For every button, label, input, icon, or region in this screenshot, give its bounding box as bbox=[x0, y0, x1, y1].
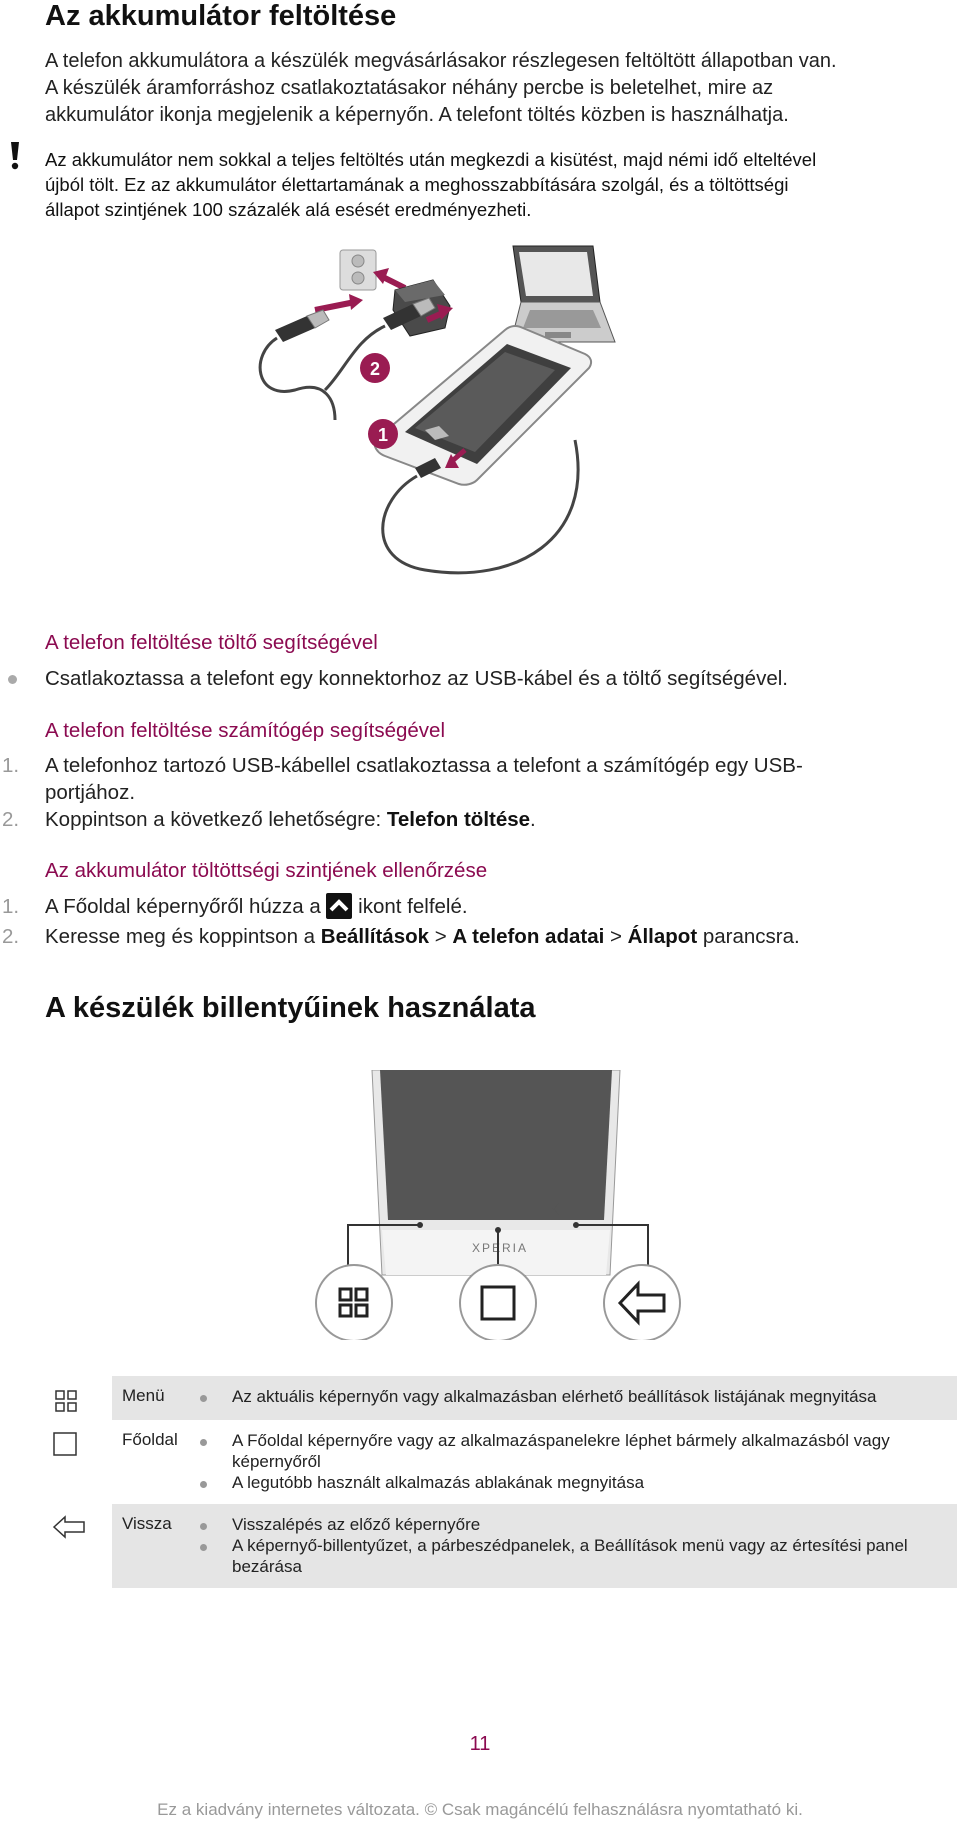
paragraph-line: A készülék áramforráshoz csatlakoztatásakor néhány percbe is beletelhet, mire az bbox=[45, 77, 774, 99]
key-name: Menü bbox=[122, 1386, 165, 1405]
warning-line: Az akkumulátor nem sokkal a teljes feltöltés után megkezdi a kisütést, majd némi idő elteltével bbox=[45, 149, 817, 170]
description-line: A legutóbb használt alkalmazás ablakának megnyitása bbox=[232, 1473, 645, 1492]
level-step-2 bbox=[45, 923, 945, 950]
phone-illustration bbox=[374, 326, 591, 485]
step-line: A telefonhoz tartozó USB-kábellel csatlakoztassa a telefont a számítógép egy USB- bbox=[45, 754, 803, 777]
separator: > bbox=[604, 925, 628, 948]
menu-name: A telefon adatai bbox=[452, 925, 605, 948]
chevron-up-icon bbox=[326, 893, 352, 919]
bullet bbox=[200, 1544, 207, 1551]
menu-icon bbox=[55, 1390, 77, 1412]
computer-step-2 bbox=[45, 806, 905, 833]
step-number: 2. bbox=[2, 808, 20, 831]
callout-2-icon bbox=[360, 353, 390, 383]
home-icon bbox=[53, 1432, 77, 1456]
step-text: parancsra. bbox=[697, 925, 800, 948]
computer-step-1 bbox=[45, 752, 905, 806]
subheading-battery-level: Az akkumulátor töltöttségi szintjének ellenőrzése bbox=[45, 859, 488, 882]
key-name: Főoldal bbox=[122, 1430, 178, 1449]
svg-text:1: 1 bbox=[377, 425, 389, 445]
svg-text:XPERIA: XPERIA bbox=[471, 1241, 529, 1255]
menu-name: Állapot bbox=[627, 925, 698, 948]
step-number: 1. bbox=[2, 754, 20, 777]
charging-illustration bbox=[255, 240, 695, 610]
step-number: 1. bbox=[2, 895, 20, 918]
bullet bbox=[200, 1395, 207, 1402]
description-line: bezárása bbox=[232, 1557, 302, 1576]
description-line: A képernyő-billentyűzet, a párbeszédpanelek, a Beállítások menü vagy az értesítési panel bbox=[232, 1536, 908, 1555]
charger-instruction: Csatlakoztassa a telefont egy konnektorhoz az USB-kábel és a töltő segítségével. bbox=[45, 667, 788, 690]
level-step-1 bbox=[45, 893, 905, 920]
section-title-battery: Az akkumulátor feltöltése bbox=[45, 0, 397, 32]
bullet bbox=[200, 1481, 207, 1488]
table-row bbox=[112, 1376, 957, 1420]
warning-line: újból tölt. Ez az akkumulátor élettartamának a meghosszabbítására szolgál, és a töltöttségi bbox=[45, 174, 789, 195]
option-name: Telefon töltése bbox=[386, 808, 531, 831]
description-line: Visszalépés az előző képernyőre bbox=[232, 1515, 481, 1534]
section-title-keys: A készülék billentyűinek használata bbox=[45, 992, 536, 1024]
subheading-computer: A telefon feltöltése számítógép segítségével bbox=[45, 719, 446, 742]
step-line: portjához. bbox=[45, 781, 136, 804]
description-line: képernyőről bbox=[232, 1452, 321, 1471]
paragraph-line: A telefon akkumulátora a készülék megvásárlásakor részlegesen feltöltött állapotban van. bbox=[45, 50, 837, 72]
key-description: Az aktuális képernyőn vagy alkalmazásban elérhető beállítások listájának megnyitása bbox=[232, 1387, 877, 1406]
step-number: 2. bbox=[2, 925, 20, 948]
step-text: A Főoldal képernyőről húzza a bbox=[45, 895, 327, 918]
table-row bbox=[112, 1420, 957, 1504]
laptop-icon bbox=[511, 246, 615, 342]
home-key-icon bbox=[460, 1265, 536, 1340]
keys-illustration bbox=[310, 1070, 690, 1340]
warning-icon bbox=[8, 142, 22, 170]
key-description bbox=[232, 1430, 952, 1493]
bullet bbox=[200, 1523, 207, 1530]
back-key-icon bbox=[604, 1265, 680, 1340]
bullet bbox=[200, 1439, 207, 1446]
page-number: 11 bbox=[469, 1733, 491, 1755]
svg-text:2: 2 bbox=[369, 359, 381, 379]
menu-name: Beállítások bbox=[320, 925, 430, 948]
description-line: A Főoldal képernyőre vagy az alkalmazáspanelekre léphet bármely alkalmazásból vagy bbox=[232, 1431, 890, 1450]
warning-note bbox=[45, 147, 950, 222]
callout-1-icon bbox=[368, 419, 398, 449]
menu-key-icon bbox=[316, 1265, 392, 1340]
wall-socket-icon bbox=[340, 250, 376, 290]
separator: > bbox=[429, 925, 453, 948]
battery-paragraph bbox=[45, 48, 940, 129]
step-text: ikont felfelé. bbox=[352, 895, 468, 918]
step-text: Koppintson a következő lehetőségre: bbox=[45, 808, 387, 831]
paragraph-line: akkumulátor ikonja megjelenik a képernyőn. A telefont töltés közben is használhatja. bbox=[45, 104, 789, 126]
step-text: Keresse meg és koppintson a bbox=[45, 925, 321, 948]
table-row bbox=[112, 1504, 957, 1588]
step-text: . bbox=[530, 808, 536, 831]
back-icon bbox=[52, 1515, 86, 1539]
bullet bbox=[8, 675, 17, 684]
key-description bbox=[232, 1514, 952, 1577]
key-name: Vissza bbox=[122, 1514, 172, 1533]
usb-plug-icon bbox=[275, 310, 329, 342]
warning-line: állapot szintjének 100 százalék alá esését eredményezheti. bbox=[45, 199, 532, 220]
subheading-charger: A telefon feltöltése töltő segítségével bbox=[45, 631, 378, 654]
footer-note: Ez a kiadvány internetes változata. © Csak magáncélú felhasználásra nyomtatható ki. bbox=[157, 1800, 803, 1819]
